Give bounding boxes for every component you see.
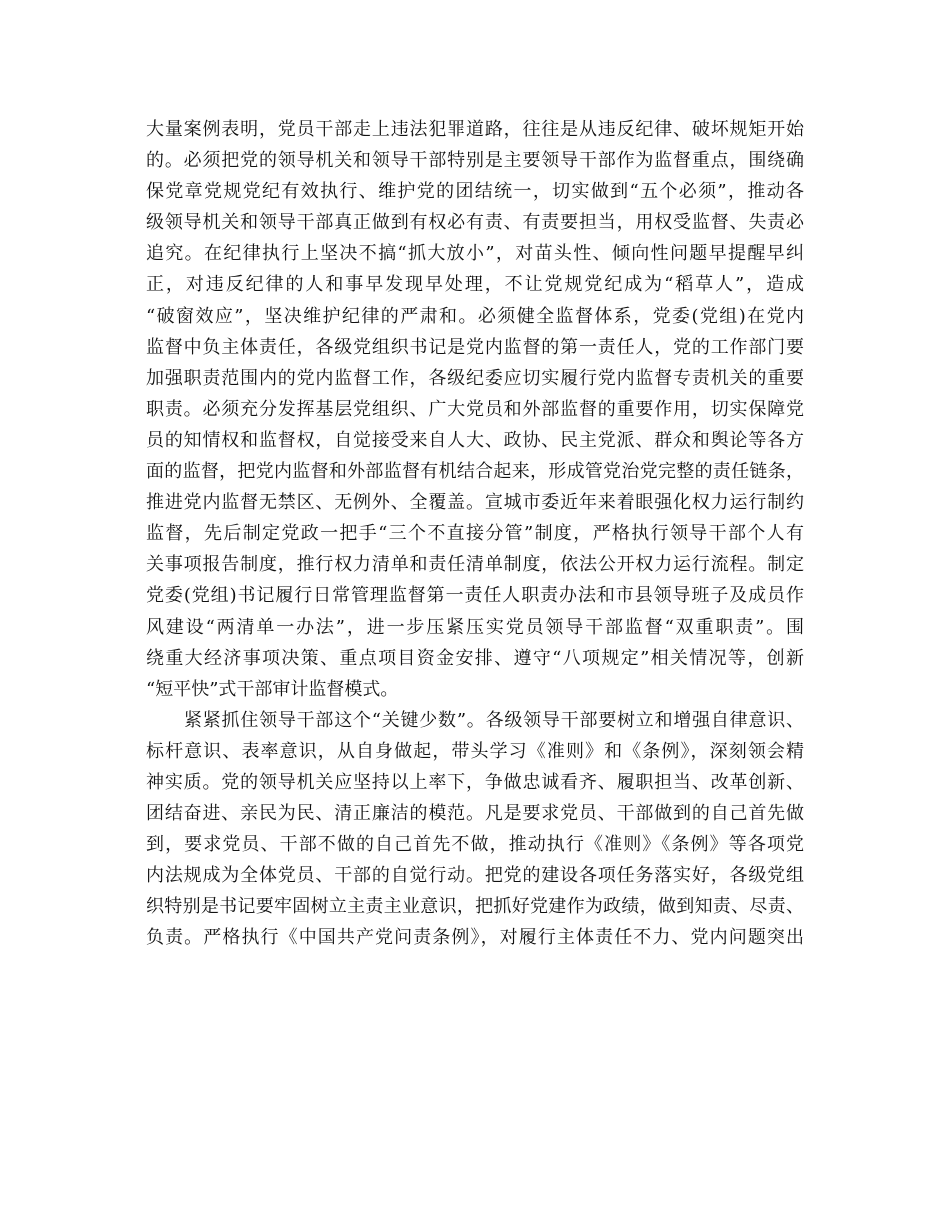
text-line: 神实质。党的领导机关应坚持以上率下，争做忠诚看齐、履职担当、改革创新、 <box>146 771 804 793</box>
text-line: 标杆意识、表率意识，从自身做起，带头学习《准则》和《条例》，深刻领会精 <box>146 740 804 762</box>
text-line: 推进党内监督无禁区、无例外、全覆盖。宣城市委近年来着眼强化权力运行制约 <box>146 492 804 514</box>
text-line: 党委(党组)书记履行日常管理监督第一责任人职责办法和市县领导班子及成员作 <box>146 585 804 607</box>
text-line: “短平快”式干部审计监督模式。 <box>146 678 399 700</box>
text-line: 追究。在纪律执行上坚决不搞“抓大放小”，对苗头性、倾向性问题早提醒早纠 <box>146 243 804 265</box>
text-line: 大量案例表明，党员干部走上违法犯罪道路，往往是从违反纪律、破坏规矩开始 <box>146 119 804 140</box>
text-line: 紧紧抓住领导干部这个“关键少数”。各级领导干部要树立和增强自律意识、 <box>184 709 804 731</box>
text-line: 员的知情权和监督权，自觉接受来自人大、政协、民主党派、群众和舆论等各方 <box>146 429 804 451</box>
text-line: 绕重大经济事项决策、重点项目资金安排、遵守“八项规定”相关情况等，创新 <box>146 647 804 669</box>
text-line: 风建设“两清单一办法”，进一步压紧压实党员领导干部监督“双重职责”。围 <box>146 616 804 638</box>
text-line: 加强职责范围内的党内监督工作，各级纪委应切实履行党内监督专责机关的重要 <box>146 367 804 389</box>
text-line: 监督中负主体责任，各级党组织书记是党内监督的第一责任人，党的工作部门要 <box>146 336 804 358</box>
document-body <box>146 114 804 954</box>
text-line: 负责。严格执行《中国共产党问责条例》，对履行主体责任不力、党内问题突出 <box>146 927 804 949</box>
text-line: 职责。必须充分发挥基层党组织、广大党员和外部监督的重要作用，切实保障党 <box>146 398 804 420</box>
text-line: 级领导机关和领导干部真正做到有权必有责、有责要担当，用权受监督、失责必 <box>146 212 804 234</box>
text-line: 团结奋进、亲民为民、清正廉洁的模范。凡是要求党员、干部做到的自己首先做 <box>146 803 804 825</box>
paragraph-1 <box>146 114 804 705</box>
text-line: 保党章党规党纪有效执行、维护党的团结统一，切实做到“五个必须”，推动各 <box>146 181 804 203</box>
text-line: 关事项报告制度，推行权力清单和责任清单制度，依法公开权力运行流程。制定 <box>146 554 804 576</box>
text-line: 的。必须把党的领导机关和领导干部特别是主要领导干部作为监督重点，围绕确 <box>146 150 804 172</box>
paragraph-2 <box>146 705 804 954</box>
text-line: 监督，先后制定党政一把手“三个不直接分管”制度，严格执行领导干部个人有 <box>146 523 804 545</box>
text-line: “破窗效应”，坚决维护纪律的严肃和。必须健全监督体系，党委(党组)在党内 <box>146 305 804 327</box>
text-line: 到，要求党员、干部不做的自己首先不做，推动执行《准则》《条例》等各项党 <box>146 834 804 856</box>
text-line: 内法规成为全体党员、干部的自觉行动。把党的建设各项任务落实好，各级党组 <box>146 865 804 887</box>
text-line: 正，对违反纪律的人和事早发现早处理，不让党规党纪成为“稻草人”，造成 <box>146 274 804 296</box>
text-line: 面的监督，把党内监督和外部监督有机结合起来，形成管党治党完整的责任链条， <box>146 461 804 483</box>
text-line: 织特别是书记要牢固树立主责主业意识，把抓好党建作为政绩，做到知责、尽责、 <box>146 896 804 918</box>
